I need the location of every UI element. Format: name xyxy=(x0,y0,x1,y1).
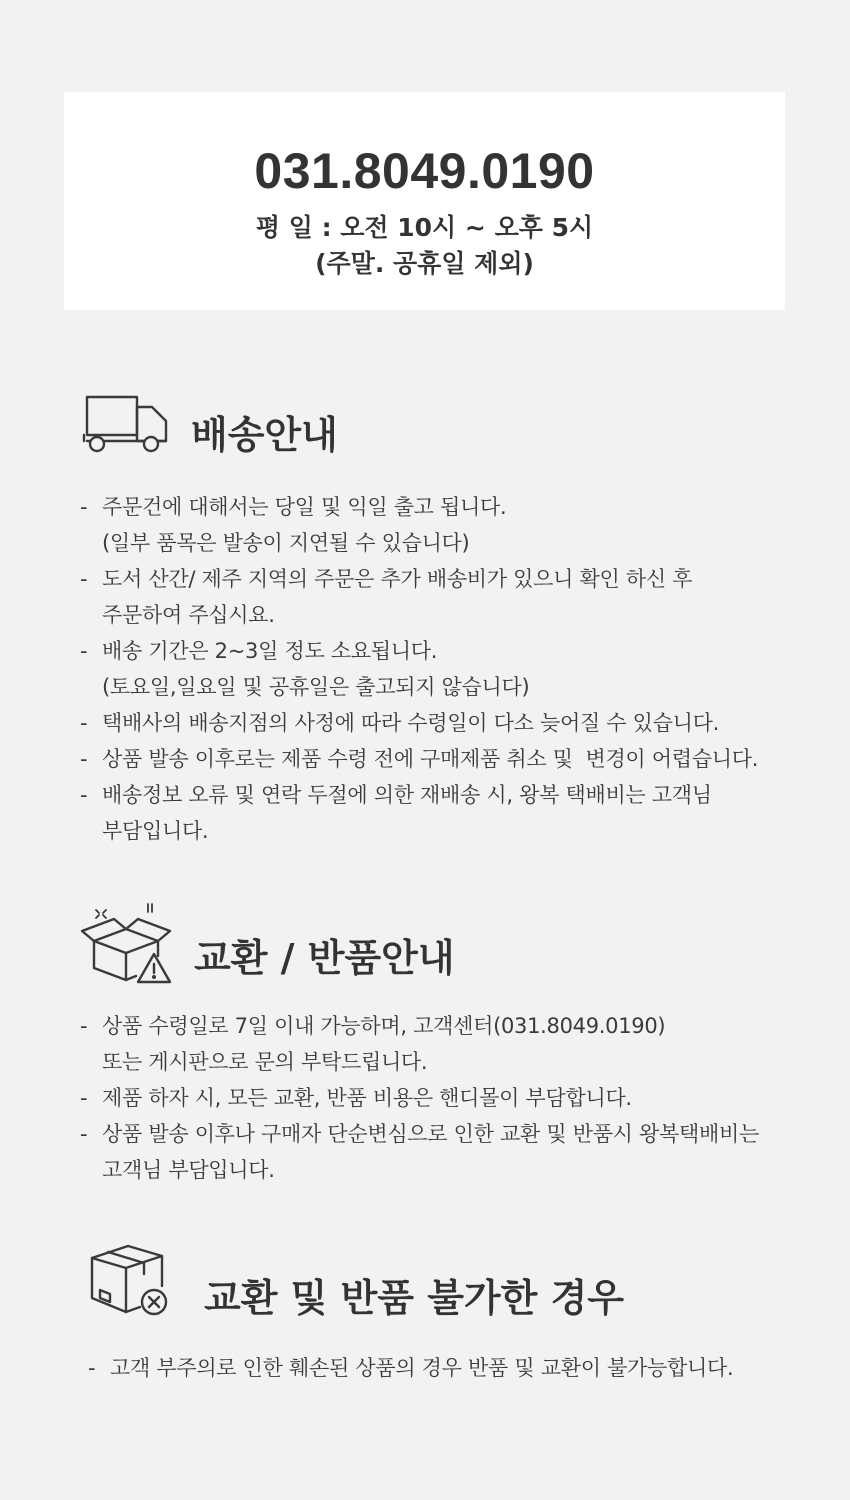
list-item: - 고객 부주의로 인한 훼손된 상품의 경우 반품 및 교환이 불가능합니다. xyxy=(88,1350,808,1386)
list-item: - 도서 산간/ 제주 지역의 주문은 추가 배송비가 있으니 확인 하신 후 주문하여 주십시요. xyxy=(80,561,800,633)
list-item: - 제품 하자 시, 모든 교환, 반품 비용은 핸디몰이 부담합니다. xyxy=(80,1080,800,1116)
contact-card xyxy=(64,92,785,310)
list-item: - 상품 발송 이후나 구매자 단순변심으로 인한 교환 및 반품시 왕복택배비는 고객님 부담입니다. xyxy=(80,1116,800,1188)
shipping-list xyxy=(80,489,800,849)
list-item: - 배송 기간은 2~3일 정도 소요됩니다. (토요일,일요일 및 공휴일은 출고되지 않습니다) xyxy=(80,633,800,705)
not-allowed-list xyxy=(88,1350,808,1386)
box-x-icon xyxy=(88,1242,172,1322)
business-hours: 평 일 : 오전 10시 ~ 오후 5시 xyxy=(255,213,594,242)
list-item: - 택배사의 배송지점의 사정에 따라 수령일이 다소 늦어질 수 있습니다. xyxy=(80,705,800,741)
open-box-warning-icon xyxy=(80,898,174,990)
list-item: - 주문건에 대해서는 당일 및 익일 출고 됩니다. (일부 품목은 발송이 지연될 수 있습니다) xyxy=(80,489,800,561)
business-hours-note: (주말. 공휴일 제외) xyxy=(315,249,534,278)
list-item: - 상품 수령일로 7일 이내 가능하며, 고객센터(031.8049.0190) 또는 게시판으로 문의 부탁드립니다. xyxy=(80,1008,800,1080)
shipping-title: 배송안내 xyxy=(191,413,338,457)
exchange-title: 교환 / 반품안내 xyxy=(194,936,455,980)
list-item: - 상품 발송 이후로는 제품 수령 전에 구매제품 취소 및 변경이 어렵습니다. xyxy=(80,741,800,777)
exchange-list xyxy=(80,1008,800,1188)
list-item: - 배송정보 오류 및 연락 두절에 의한 재배송 시, 왕복 택배비는 고객님 부담입니다. xyxy=(80,777,800,849)
not-allowed-title: 교환 및 반품 불가한 경우 xyxy=(204,1276,624,1320)
phone-number: 031.8049.0190 xyxy=(254,143,595,199)
truck-icon xyxy=(82,394,170,460)
